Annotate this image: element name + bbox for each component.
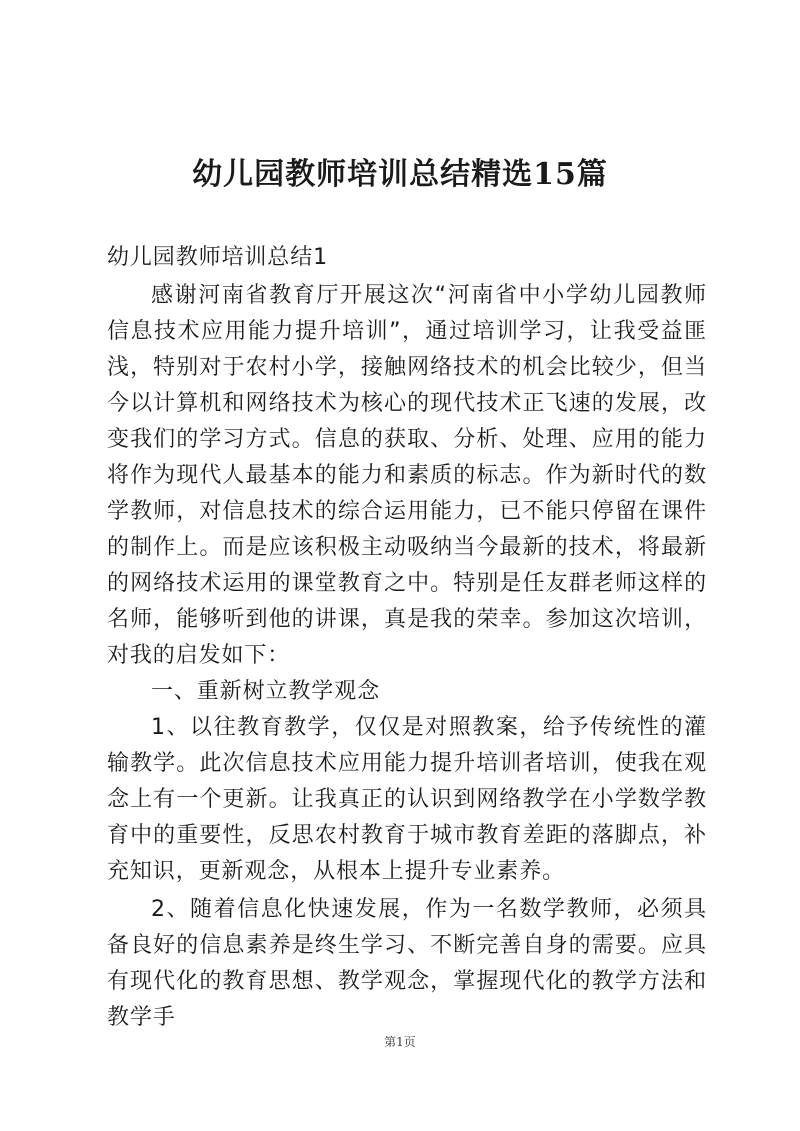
- paragraph-point-1: 1、以往教育教学，仅仅是对照教案，给予传统性的灌输教学。此次信息技术应用能力提升培训者培训，使我在观念上有一个更新。让我真正的认识到网络教学在小学数学教育中的重要性，反思农村教育于城市教育差距的落脚点，补充知识，更新观念，从根本上提升专业素养。: [107, 715, 707, 884]
- page-number: 第1页: [384, 1035, 416, 1049]
- subheading-teaching-concept: 一、重新树立教学观念: [151, 679, 381, 704]
- paragraph-point-2: 2、随着信息化快速发展，作为一名数学教师，必须具备良好的信息素养是终生学习、不断完善自身的需要。应具有现代化的教育思想、教学观念，掌握现代化的教学方法和教学手: [107, 897, 707, 1030]
- section-heading: 幼儿园教师培训总结1: [107, 245, 328, 270]
- document-title: 幼儿园教师培训总结精选15篇: [192, 157, 608, 192]
- document-body: [107, 240, 707, 1036]
- paragraph-intro: 感谢河南省教育厅开展这次“河南省中小学幼儿园教师信息技术应用能力提升培训”，通过培训学习，让我受益匪浅，特别对于农村小学，接触网络技术的机会比较少，但当今以计算机和网络技术为核心的现代技术正飞速的发展，改变我们的学习方式。信息的获取、分析、处理、应用的能力将作为现代人最基本的能力和素质的标志。作为新时代的数学教师，对信息技术的综合运用能力，已不能只停留在课件的制作上。而是应该积极主动吸纳当今最新的技术，将最新的网络技术运用的课堂教育之中。特别是任友群老师这样的名师，能够听到他的讲课，真是我的荣幸。参加这次培训，对我的启发如下：: [107, 283, 707, 668]
